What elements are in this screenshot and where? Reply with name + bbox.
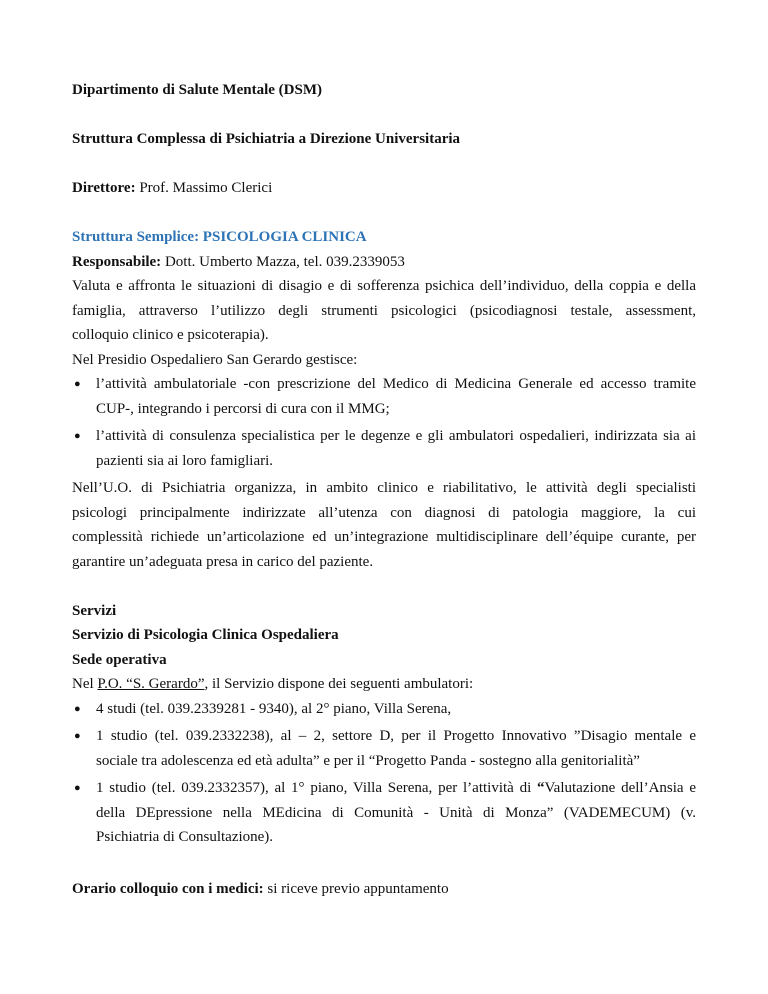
hours-label: Orario colloquio con i medici:: [72, 881, 264, 897]
bullet-icon: ●: [74, 430, 81, 442]
document-page: [72, 78, 696, 902]
list-item-line: 4 studi (tel. 039.2339281 - 9340), al 2° piano, Villa Serena,: [96, 700, 452, 717]
intro-line-3: colloquio clinico e psicoterapia).: [72, 327, 269, 343]
director-line: [72, 176, 696, 201]
org-line-3: complessità richiede un’articolazione ed un’integrazione multidisciplinare dell’équipe curante, per: [72, 529, 696, 545]
list-item-line: 1 studio (tel. 039.2332238), al – 2, settore D, per il Progetto Innovativo ”Disagio mentale e: [96, 728, 696, 744]
list-item: [72, 724, 696, 773]
list-item-line: l’attività di consulenza specialistica per le degenze e gli ambulatori ospedalieri, indirizzata sia ai: [96, 428, 696, 444]
ambulatori-list: [72, 697, 696, 850]
org-line-4: garantire un’adeguata presa in carico del paziente.: [72, 553, 374, 570]
manager-label: Responsabile:: [72, 253, 162, 270]
location-link[interactable]: P.O. “S. Gerardo”: [97, 676, 205, 692]
service-name: Servizio di Psicologia Clinica Ospedaliera: [72, 627, 339, 643]
list-item: [72, 776, 696, 850]
list-item-line: della DEpressione nella MEdicina di Comunità - Unità di Monza” (VADEMECUM) (v.: [96, 804, 696, 821]
bullet-icon: ●: [74, 702, 81, 715]
location-pre: Nel: [72, 676, 98, 692]
unit-title: Struttura Semplice: PSICOLOGIA CLINICA: [72, 229, 367, 245]
bullet-icon: ●: [74, 378, 81, 390]
list-item-line: 1 studio (tel. 039.2332357), al 1° piano, Villa Serena, per l’attività di “Valutazione dell’Ansia e: [96, 780, 696, 796]
list-item: [72, 424, 696, 473]
hours-value: si riceve previo appuntamento: [267, 881, 449, 897]
manager-line: [72, 250, 696, 275]
intro-line-1: Valuta e affronta le situazioni di disagio e di sofferenza psichica dell’individuo, della coppia e della: [72, 278, 696, 294]
list-item: [72, 697, 696, 722]
structure-title: Struttura Complessa di Psichiatria a Direzione Universitaria: [72, 131, 461, 147]
hours-line: [72, 877, 696, 902]
bullet-icon: ●: [74, 730, 81, 742]
list-item: [72, 372, 696, 421]
list-item-line: Psichiatria di Consultazione).: [96, 829, 274, 845]
location-post: , il Servizio dispone dei seguenti ambulatori:: [204, 676, 474, 692]
list-item-line: pazienti sia ai loro famigliari.: [96, 452, 274, 469]
department-title: Dipartimento di Salute Mentale (DSM): [72, 82, 322, 98]
location-heading: Sede operativa: [72, 651, 167, 668]
location-line: [72, 672, 696, 697]
org-line-2: psicologi principalmente indirizzate all’utenza con diagnosi di patologia maggiore, la cui: [72, 504, 696, 521]
manages-list: [72, 372, 696, 473]
list-item-line: CUP-, integrando i percorsi di cura con il MMG;: [96, 400, 390, 417]
org-line-1: Nell’U.O. di Psichiatria organizza, in ambito clinico e riabilitativo, le attività degli specialisti: [72, 480, 696, 496]
list-item-line: sociale tra adolescenza ed età adulta” e per il “Progetto Panda - sostegno alla genitorialità”: [96, 752, 640, 769]
director-label: Direttore:: [72, 180, 136, 196]
bullet-icon: ●: [74, 782, 81, 794]
director-name: Prof. Massimo Clerici: [139, 180, 273, 196]
services-heading: Servizi: [72, 602, 117, 619]
intro-line-2: famiglia, attraverso l’utilizzo degli strumenti psicologici (psicodiagnosi testale, assessment,: [72, 302, 696, 319]
manages-intro: Nel Presidio Ospedaliero San Gerardo gestisce:: [72, 351, 358, 368]
list-item-line: l’attività ambulatoriale -con prescrizione del Medico di Medicina Generale ed accesso tramite: [96, 376, 696, 392]
manager-value: Dott. Umberto Mazza, tel. 039.2339053: [164, 253, 405, 270]
